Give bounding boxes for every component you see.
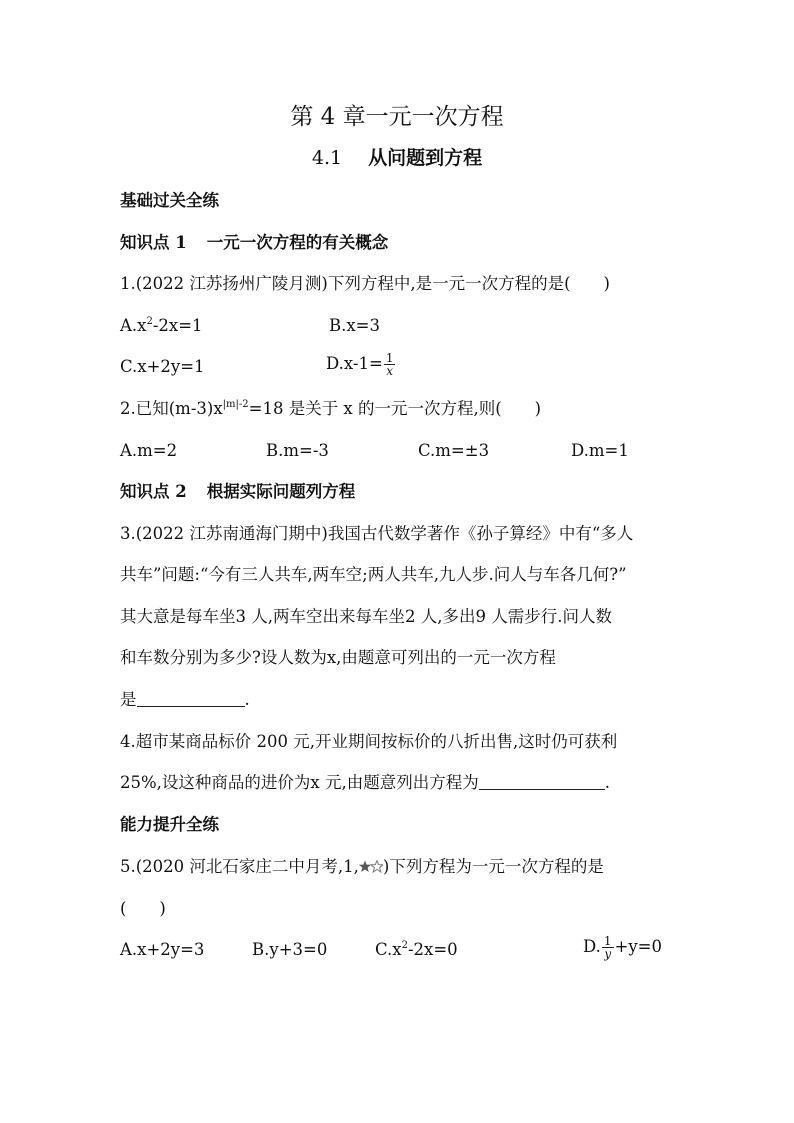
q5-option-d [583, 935, 662, 960]
q1-option-c: C.x+2y=1 [120, 357, 205, 376]
q5-option-a: A.x+2y=3 [120, 940, 205, 959]
q1-option-a [120, 315, 203, 337]
q2-exponent: |m|-2 [222, 399, 249, 410]
knowledge-point-2 [120, 481, 355, 503]
q5-c-base: C.x [375, 940, 402, 959]
q1-a-rest: -2x=1 [152, 316, 203, 335]
q1-option-d [326, 352, 396, 377]
q5-d-rest: +y=0 [614, 937, 663, 956]
section-number: 4.1 [311, 147, 343, 169]
part-heading-advanced: 能力提升全练 [120, 815, 219, 834]
q3-line-3: 其大意是每车坐3 人,两车空出来每车坐2 人,多出9 人需步行.问人数 [120, 607, 612, 626]
section-name: 从问题到方程 [368, 147, 483, 169]
q3-line-5 [120, 689, 250, 711]
kp1-title: 一元一次方程的有关概念 [206, 233, 389, 252]
q3-line-2: 共车”问题:“今有三人共车,两车空;两人共车,九人步.问人与车各几何?” [120, 565, 627, 584]
q5-option-c [375, 939, 458, 961]
q4-stem: 25%,设这种商品的进价为x 元,由题意列出方程为 [120, 773, 479, 792]
q3-answer-blank[interactable] [137, 690, 245, 707]
q1-option-b: B.x=3 [329, 316, 380, 335]
q1-d-numerator: 1 [385, 351, 394, 365]
q2-stem-end: =18 是关于 x 的一元一次方程,则( ) [248, 399, 542, 418]
knowledge-point-1 [120, 232, 388, 254]
q3-answer-prefix: 是 [120, 690, 137, 709]
kp2-label: 知识点 2 [120, 482, 187, 501]
q2-option-b: B.m=-3 [266, 441, 329, 460]
chapter-title: 第 4 章一元一次方程 [290, 104, 504, 130]
q5-d-numerator: 1 [603, 934, 612, 948]
q3-line-1: 3.(2022 江苏南通海门期中)我国古代数学著作《孙子算经》中有“多人 [120, 524, 634, 543]
section-title [0, 145, 794, 171]
kp1-label: 知识点 1 [120, 233, 187, 252]
q4-answer-blank[interactable] [479, 773, 605, 790]
q1-d-lhs: D.x-1= [326, 354, 383, 373]
q1-a-base: A.x [120, 316, 147, 335]
q1-a-exponent: 2 [146, 316, 153, 327]
q2-option-c: C.m=±3 [418, 441, 490, 460]
q4-answer-period: . [604, 773, 610, 792]
q3-line-4: 和车数分别为多少?设人数为x,由题意可列出的一元一次方程 [120, 648, 556, 667]
q3-answer-period: . [244, 690, 250, 709]
q2-option-a: A.m=2 [120, 441, 178, 460]
q5-answer-paren: ( ) [120, 899, 166, 918]
q5-stem [120, 856, 604, 880]
q5-d-label: D. [583, 937, 601, 956]
q5-d-fraction [602, 935, 614, 960]
q1-d-fraction [384, 352, 396, 377]
q4-line-1: 4.超市某商品标价 200 元,开业期间按标价的八折出售,这时仍可获利 [120, 732, 618, 751]
difficulty-star-icon [359, 858, 383, 880]
kp2-title: 根据实际问题列方程 [206, 482, 356, 501]
q4-line-2 [120, 772, 610, 794]
q2-option-d: D.m=1 [571, 441, 629, 460]
q2-stem [120, 398, 541, 420]
q1-d-denominator: x [386, 364, 394, 378]
part-heading-basic: 基础过关全练 [120, 191, 219, 210]
q5-stem-start: 5.(2020 河北石家庄二中月考,1, [120, 857, 359, 876]
q5-c-rest: -2x=0 [407, 940, 458, 959]
q1-stem: 1.(2022 江苏扬州广陵月测)下列方程中,是一元一次方程的是( ) [120, 274, 610, 293]
q5-option-b: B.y+3=0 [252, 940, 328, 959]
q5-c-exponent: 2 [401, 940, 408, 951]
q2-stem-start: 2.已知(m-3)x [120, 399, 223, 418]
q5-stem-end: )下列方程为一元一次方程的是 [382, 857, 604, 876]
q5-d-denominator: y [604, 947, 612, 961]
